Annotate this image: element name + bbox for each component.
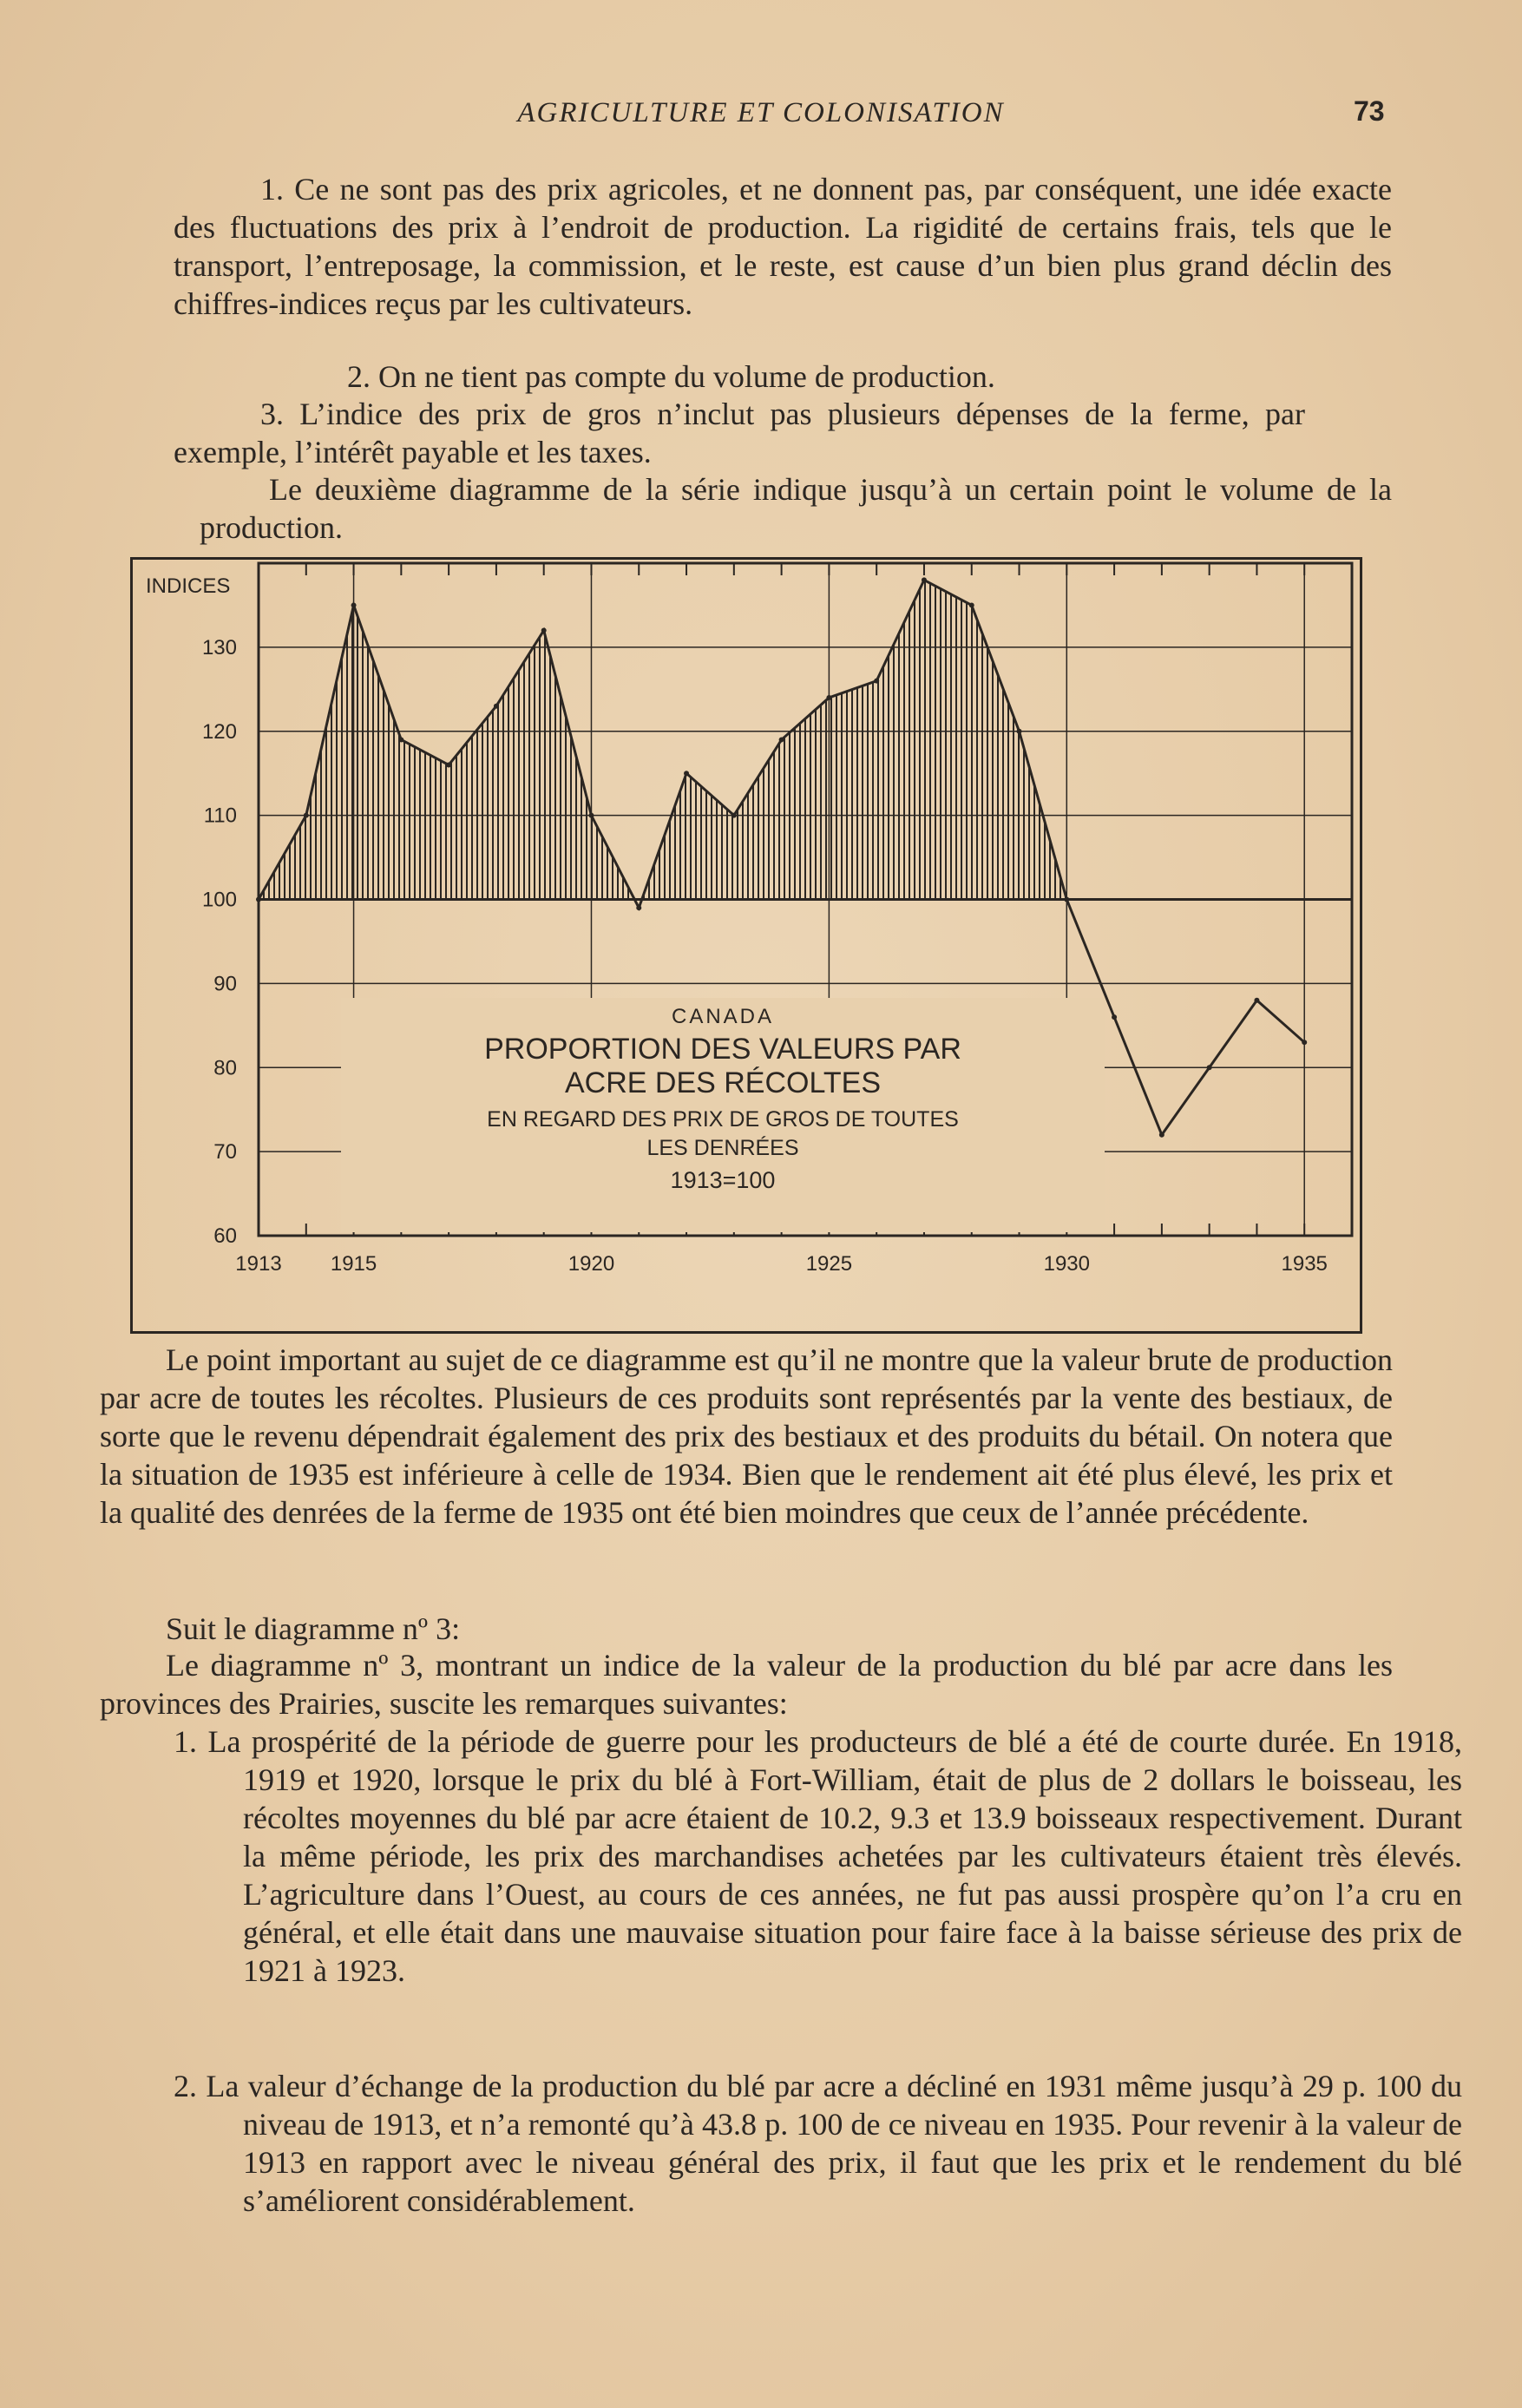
data-point-1928 — [969, 602, 974, 607]
data-point-1913 — [256, 897, 261, 902]
data-point-1920 — [588, 813, 594, 818]
y-axis-title: INDICES — [146, 574, 231, 598]
y-tick-90: 90 — [213, 972, 237, 996]
x-tick-1930: 1930 — [1043, 1252, 1090, 1276]
data-point-1934 — [1254, 998, 1259, 1003]
x-tick-1920: 1920 — [567, 1252, 615, 1276]
caption-base: 1913=100 — [670, 1167, 776, 1193]
y-tick-100: 100 — [201, 888, 237, 912]
data-point-1935 — [1302, 1040, 1307, 1045]
x-tick-labels — [235, 1252, 1328, 1276]
page-number: 73 — [1354, 95, 1385, 127]
data-point-1919 — [541, 628, 547, 633]
x-tick-1913: 1913 — [235, 1252, 282, 1276]
x-tick-1935: 1935 — [1281, 1252, 1328, 1276]
caption-title-line2: ACRE DES RÉCOLTES — [564, 1066, 882, 1099]
data-point-1918 — [494, 704, 499, 709]
caption-sub-line1: EN REGARD DES PRIX DE GROS DE TOUTES — [487, 1107, 959, 1132]
paragraph-intro-chart: Le deuxième diagramme de la série indique jusqu’à un certain point le volume de la production. — [200, 472, 1392, 545]
x-tick-1915: 1915 — [330, 1252, 377, 1276]
data-point-1915 — [351, 602, 357, 607]
data-point-1930 — [1064, 897, 1069, 902]
paragraph-diagram-3-intro: Suit le diagramme nº 3: — [166, 1611, 461, 1646]
y-tick-80: 80 — [213, 1056, 237, 1080]
paragraph-diagram-3-text: Le diagramme nº 3, montrant un indice de la valeur de la production du blé par acre dans les provinces des Prairies, suscite les remarques suivantes: — [100, 1648, 1393, 1721]
paragraph-note-2: 2. On ne tient pas compte du volume de production. — [347, 359, 995, 394]
y-tick-120: 120 — [201, 719, 237, 744]
data-point-1914 — [304, 813, 309, 818]
caption-sub-line2: LES DENRÉES — [646, 1136, 799, 1160]
chart-frame — [130, 557, 1362, 1334]
data-point-1932 — [1159, 1132, 1164, 1138]
data-point-1929 — [1017, 729, 1022, 734]
data-point-1917 — [446, 763, 451, 768]
data-point-1923 — [731, 813, 737, 818]
data-point-1922 — [684, 771, 689, 776]
list-item-1: 1. La prospérité de la période de guerre pour les producteurs de blé a été de courte durée. En 1918, 1919 et 1920, lorsque le prix du blé à Fort-William, était de plus de 2 dollars le boisseau, les récoltes moyennes du blé par acre étaient de 10.2, 9.3 et 13.9 boisseaux respectivement. Durant la même période, les prix des marchandises achetées par les cultivateurs étaient très élevés. L’agriculture dans l’Ouest, au cours de ces années, ne fut pas aussi prospère qu’on l’a cru en général, et elle était dans une mauvaise situation pour faire face à la baisse sérieuse des prix de 1921 à 1923. — [174, 1724, 1462, 1988]
y-tick-130: 130 — [201, 635, 237, 659]
data-point-1926 — [874, 679, 879, 684]
data-point-1916 — [398, 737, 403, 742]
list-item-2: 2. La valeur d’échange de la production du blé par acre a décliné en 1931 même jusqu’à 29 p. 100 du niveau de 1913, et n’a remonté qu’à 43.8 p. 100 de ce niveau en 1935. Pour revenir à la valeur de 1913 en rapport avec le niveau général des prix, il faut que les prix et le rendement du blé s’améliorent considérablement. — [174, 2069, 1462, 2218]
paragraph-note-3: 3. L’indice des prix de gros n’inclut pas plusieurs dépenses de la ferme, par exemple, l’intérêt payable et les taxes. — [174, 397, 1305, 469]
note-1-text: 1. Ce ne sont pas des prix agricoles, et ne donnent pas, par conséquent, une idée exacte des fluctuations des prix à l’endroit de production. La rigidité de certains frais, tels que le transport, l’entreposage, la commission, et le reste, est cause d’un bien plus grand déclin des chiffres-indices reçus par les cultivateurs. — [174, 172, 1392, 321]
running-title: AGRICULTURE ET COLONISATION — [517, 97, 1005, 128]
data-point-1933 — [1207, 1065, 1212, 1070]
chart-svg — [133, 560, 1360, 1331]
paragraph-diagram-remark: Le point important au sujet de ce diagramme est qu’il ne montre que la valeur brute de production par acre de toutes les récoltes. Plusieurs de ces produits sont représentés par la vente des bestiaux, de sorte que le revenu dépendrait également des prix des bestiaux et des produits du bétail. On notera que la situation de 1935 est inférieure à celle de 1934. Bien que le rendement ait été plus élevé, les prix et la qualité des denrées de la ferme de 1935 ont été bien moindres que ceux de l’année précédente. — [100, 1342, 1393, 1530]
y-tick-60: 60 — [213, 1224, 237, 1248]
data-point-1931 — [1112, 1014, 1117, 1020]
data-point-1921 — [636, 905, 641, 910]
paragraph-note-1 — [174, 170, 1392, 323]
data-point-1925 — [826, 695, 831, 700]
y-tick-70: 70 — [213, 1140, 237, 1165]
y-tick-labels — [202, 636, 237, 1248]
data-point-1927 — [922, 577, 927, 582]
caption-title-line1: PROPORTION DES VALEURS PAR — [484, 1033, 961, 1066]
data-point-1924 — [779, 737, 784, 742]
y-tick-110: 110 — [203, 804, 237, 828]
caption-country: CANADA — [671, 1005, 775, 1028]
x-tick-1925: 1925 — [805, 1252, 853, 1276]
